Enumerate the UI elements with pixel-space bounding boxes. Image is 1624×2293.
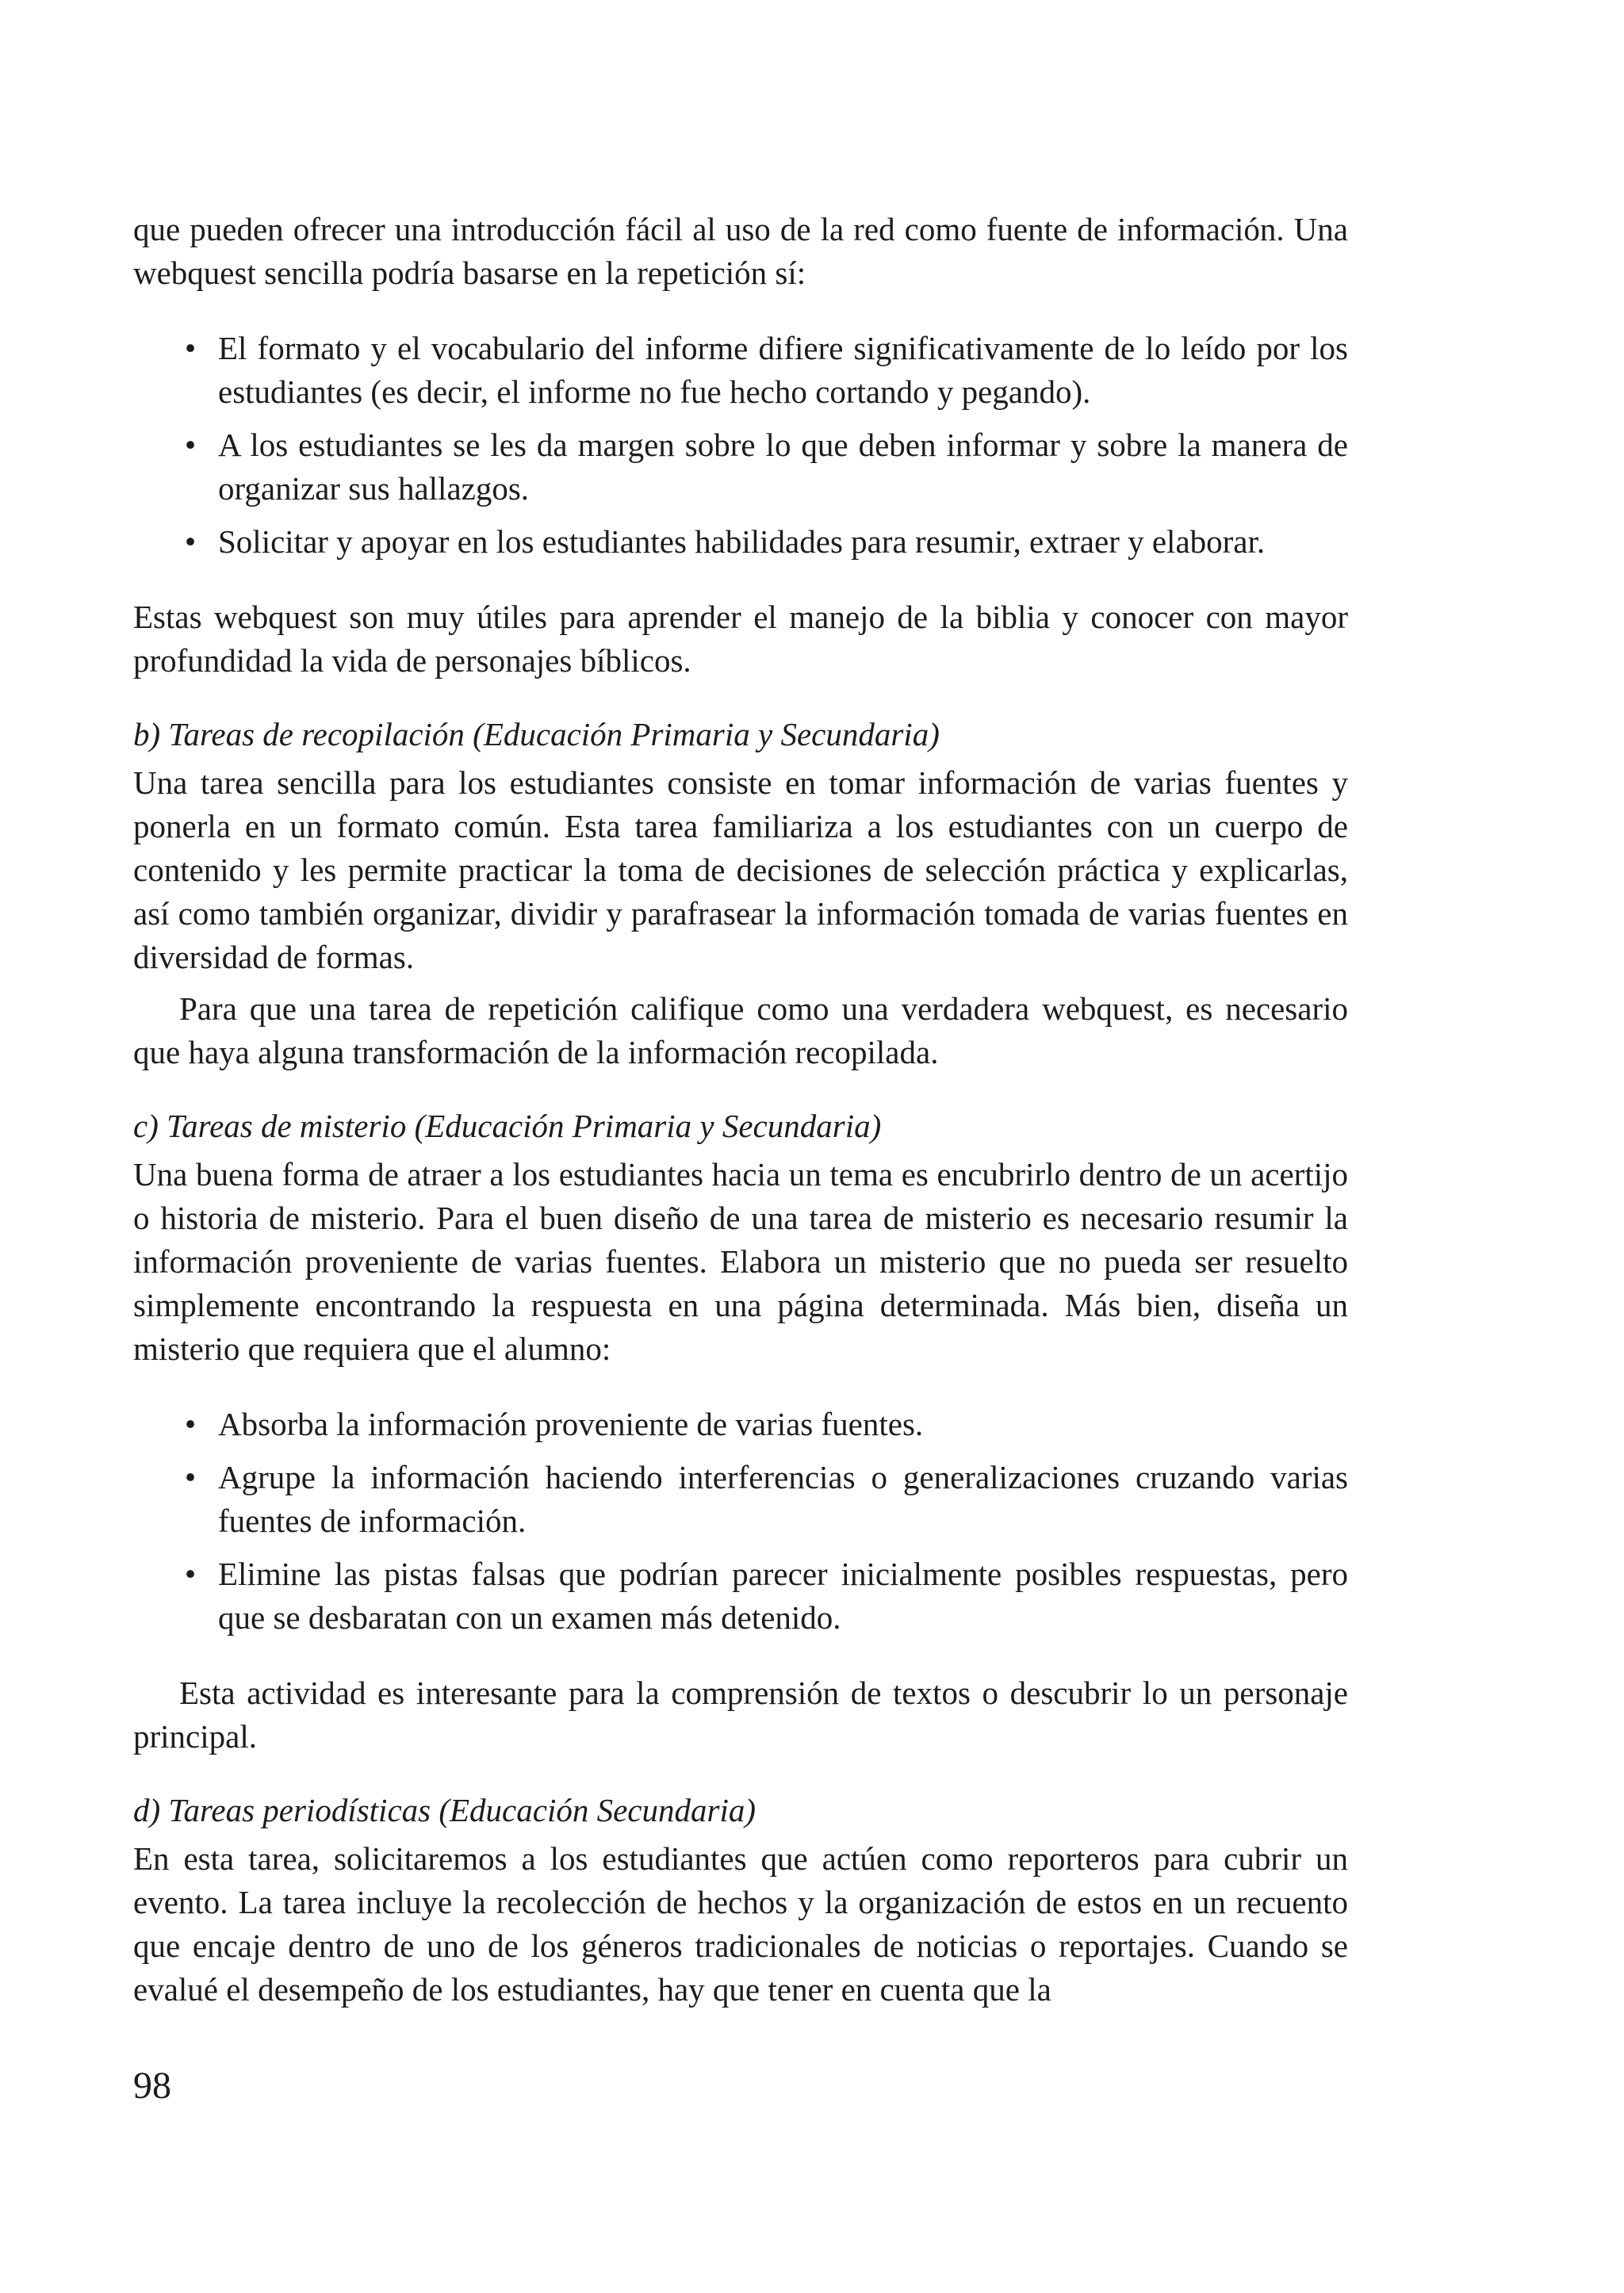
bullet-icon: • [184,330,197,366]
list-item-text: A los estudiantes se les da margen sobre lo que deben informar y sobre la manera de organizar sus hallazgos. [218,427,1348,507]
list-item-text: Agrupe la información haciendo interferencias o generalizaciones cruzando varias fuentes de información. [218,1459,1348,1539]
misterio-paragraph-2: Esta actividad es interesante para la comprensión de textos o descubrir lo un personaje principal. [133,1675,1348,1755]
list-item-text: El formato y el vocabulario del informe difiere significativamente de lo leído por los estudiantes (es decir, el informe no fue hecho cortando y pegando). [218,330,1348,410]
section-heading-recopilacion: b) Tareas de recopilación (Educación Primaria y Secundaria) [133,716,940,752]
bullet-icon: • [184,1556,197,1592]
list-item [184,1456,1348,1543]
list-item-text: Elimine las pistas falsas que podrían parecer inicialmente posibles respuestas, pero que se desbaratan con un examen más detenido. [218,1556,1348,1636]
misterio-paragraph-1: Una buena forma de atraer a los estudiantes hacia un tema es encubrirlo dentro de un acertijo o historia de misterio. Para el buen diseño de una tarea de misterio es necesario resumir la información proveniente de varias fuentes. Elabora un misterio que no pueda ser resuelto simplemente encontrando la respuesta en una página determinada. Más bien, diseña un misterio que requiera que el alumno: [133,1156,1348,1367]
list-item [184,520,1348,564]
list-item [184,1552,1348,1640]
bullet-list-webquest-sencilla [133,327,1348,564]
recopilacion-paragraph-2: Para que una tarea de repetición califique como una verdadera webquest, es necesario que haya alguna transformación de la información recopilada. [133,990,1348,1070]
list-item [184,423,1348,511]
list-item-text: Absorba la información proveniente de varias fuentes. [218,1406,924,1442]
recopilacion-paragraph-1: Una tarea sencilla para los estudiantes consiste en tomar información de varias fuentes y ponerla en un formato común. Esta tarea familiariza a los estudiantes con un cuerpo de contenido y les permite practicar la toma de decisiones de selección práctica y explicarlas, así como también organizar, dividir y parafrasear la información tomada de varias fuentes en diversidad de formas. [133,764,1348,975]
intro-paragraph: que pueden ofrecer una introducción fácil al uso de la red como fuente de información. Una webquest sencilla podría basarse en la repetición sí: [133,211,1348,291]
list-item [184,327,1348,414]
page-number: 98 [133,2065,171,2107]
bullet-icon: • [184,427,197,463]
bullet-icon: • [184,1406,197,1442]
bullet-icon: • [184,1459,197,1495]
list-item-text: Solicitar y apoyar en los estudiantes habilidades para resumir, extraer y elaborar. [218,523,1266,560]
bullet-icon: • [184,523,197,560]
page-body [133,208,1348,2012]
bullet-list-misterio [133,1403,1348,1640]
section-heading-misterio: c) Tareas de misterio (Educación Primaria y Secundaria) [133,1108,882,1144]
list-item [184,1403,1348,1446]
periodisticas-paragraph-1: En esta tarea, solicitaremos a los estudiantes que actúen como reporteros para cubrir un evento. La tarea incluye la recolección de hechos y la organización de estos en un recuento que encaje dentro de uno de los géneros tradicionales de noticias o reportajes. Cuando se evalué el desempeño de los estudiantes, hay que tener en cuenta que la [133,1840,1348,2008]
webquest-biblia-paragraph: Estas webquest son muy útiles para aprender el manejo de la biblia y conocer con mayor profundidad la vida de personajes bíblicos. [133,599,1348,679]
section-heading-periodisticas: d) Tareas periodísticas (Educación Secundaria) [133,1792,756,1828]
